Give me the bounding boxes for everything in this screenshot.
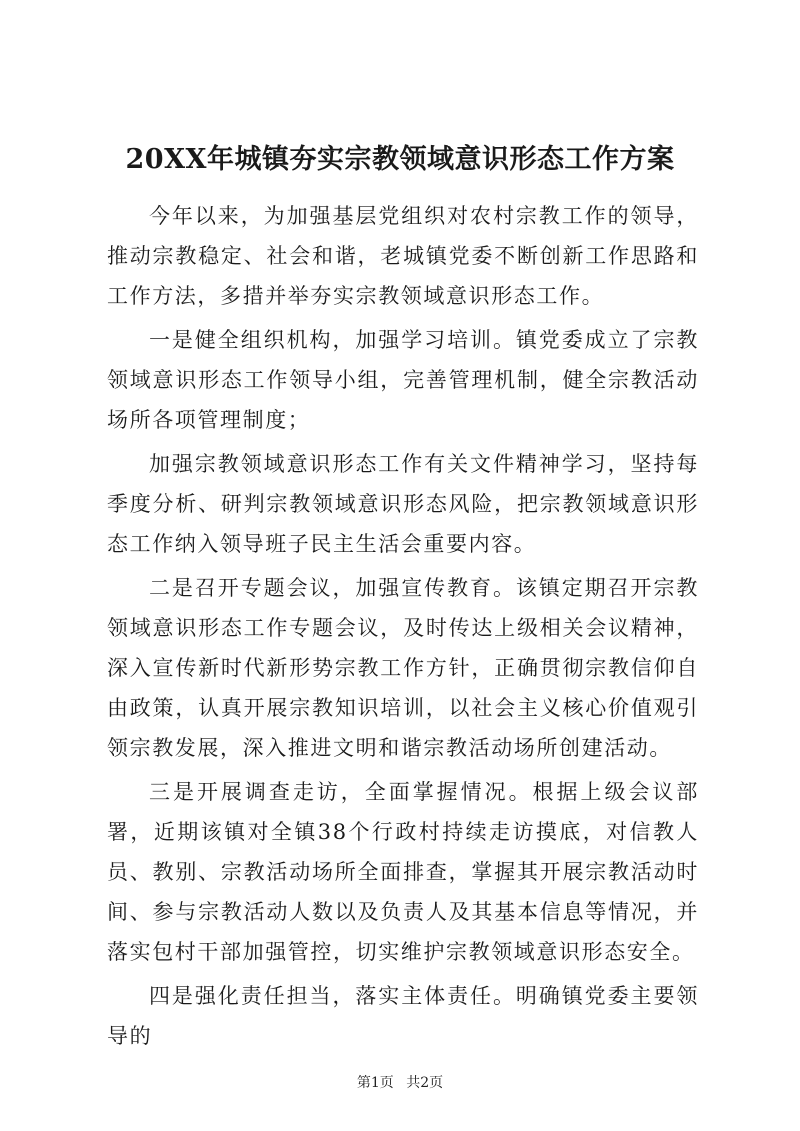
page-number-current: 第1页 <box>356 1075 394 1091</box>
document-body <box>107 196 699 1060</box>
paragraph-responsibility: 四是强化责任担当，落实主体责任。明确镇党委主要领导的 <box>107 984 699 1048</box>
paragraph-investigation: 三是开展调查走访，全面掌握情况。根据上级会议部署，近期该镇对全镇38个行政村持续走访摸底，对信教人员、教别、宗教活动场所全面排查，掌握其开展宗教活动时间、参与宗教活动人数以及负责人及其基本信息等情况，并落实包村干部加强管控，切实维护宗教领域意识形态安全。 <box>107 780 699 964</box>
paragraph-intro: 今年以来，为加强基层党组织对农村宗教工作的领导，推动宗教稳定、社会和谐，老城镇党委不断创新工作思路和工作方法，多措并举夯实宗教领域意识形态工作。 <box>107 204 699 308</box>
paragraph-meetings: 二是召开专题会议，加强宣传教育。该镇定期召开宗教领域意识形态工作专题会议，及时传达上级相关会议精神，深入宣传新时代新形势宗教工作方针，正确贯彻宗教信仰自由政策，认真开展宗教知识培训，以社会主义核心价值观引领宗教发展，深入推进文明和谐宗教活动场所创建活动。 <box>107 576 699 760</box>
page-number-total: 共2页 <box>406 1075 444 1091</box>
paragraph-organization: 一是健全组织机构，加强学习培训。镇党委成立了宗教领域意识形态工作领导小组，完善管理机制，健全宗教活动场所各项管理制度； <box>107 328 699 432</box>
document-title: 20XX年城镇夯实宗教领域意识形态工作方案 <box>125 144 675 175</box>
page-footer <box>0 1073 800 1093</box>
paragraph-study: 加强宗教领域意识形态工作有关文件精神学习，坚持每季度分析、研判宗教领域意识形态风险，把宗教领域意识形态工作纳入领导班子民主生活会重要内容。 <box>107 452 699 556</box>
